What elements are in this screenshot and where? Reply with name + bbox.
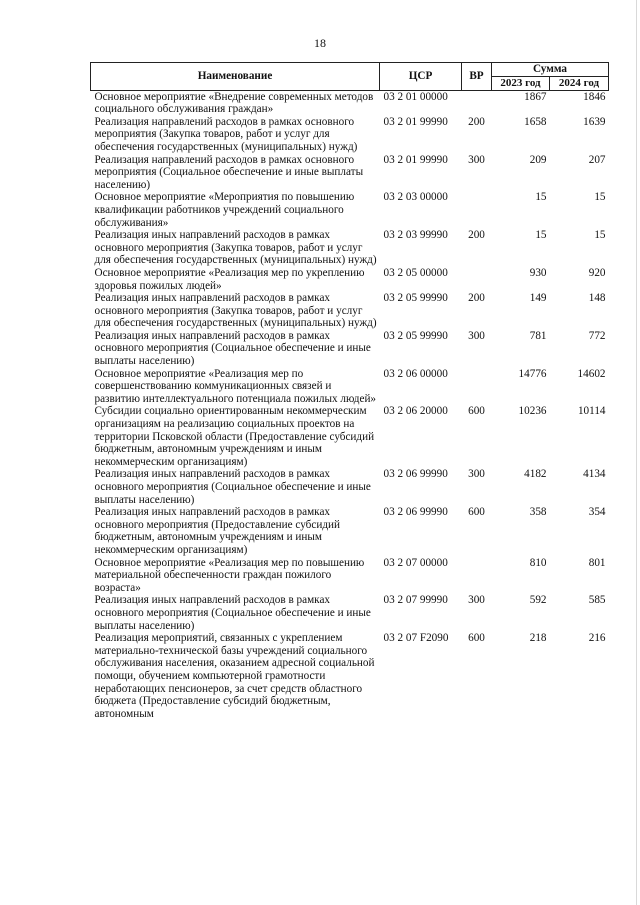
cell-sum-2023: 209	[529, 153, 547, 166]
cell-csr: 03 2 06 99990	[383, 506, 448, 519]
cell-name: Реализация иных направлений расходов в рамках основного мероприятия (Закупка товаров, работ и услуг для обеспечения государственных (муниципальных) нужд)	[94, 229, 377, 267]
cell-sum-2024: 207	[588, 153, 606, 166]
cell-vr	[462, 368, 492, 406]
cell-sum-2023: 15	[535, 191, 547, 204]
header-year-2023: 2023 год	[492, 77, 550, 91]
cell-vr: 300	[468, 329, 485, 342]
cell-sum-2024: 10114	[577, 405, 606, 418]
cell-sum-2024: 772	[588, 329, 606, 342]
table-row	[91, 191, 609, 229]
cell-sum-2023: 1658	[524, 115, 547, 128]
cell-sum-2024: 801	[588, 556, 606, 569]
cell-vr	[462, 267, 492, 292]
cell-sum-2023: 592	[529, 594, 547, 607]
cell-csr: 03 2 03 99990	[383, 229, 448, 242]
cell-sum-2023: 10236	[518, 405, 547, 418]
cell-vr: 200	[468, 115, 485, 128]
cell-name: Основное мероприятие «Внедрение современных методов социального обслуживания граждан»	[94, 90, 374, 116]
cell-sum-2024: 216	[588, 632, 606, 645]
cell-vr: 200	[468, 229, 485, 242]
cell-name: Основное мероприятие «Мероприятия по повышению квалификации работников учреждений социального обслуживания»	[94, 191, 355, 229]
table-row	[91, 116, 609, 154]
cell-sum-2023: 930	[529, 266, 547, 279]
header-csr: ЦСР	[380, 63, 462, 91]
page-number: 18	[314, 36, 326, 50]
table-row	[91, 267, 609, 292]
cell-name: Реализация иных направлений расходов в рамках основного мероприятия (Закупка товаров, работ и услуг для обеспечения государственных (муниципальных) нужд)	[94, 292, 377, 330]
table-row	[91, 594, 609, 632]
cell-sum-2023: 1867	[524, 90, 547, 103]
cell-vr: 300	[468, 468, 485, 481]
table-row	[91, 229, 609, 267]
table-row	[91, 468, 609, 506]
cell-name: Реализация направлений расходов в рамках основного мероприятия (Социальное обеспечение и иные выплаты населению)	[94, 153, 364, 191]
cell-sum-2023: 781	[529, 329, 547, 342]
cell-vr	[462, 90, 492, 116]
cell-name: Субсидии социально ориентированным некоммерческим организациям на реализацию социальных проектов на территории Псковской области (Предоставление субсидий бюджетным, автономным учреждениям и иным некоммерческим организациям)	[94, 405, 375, 468]
cell-vr	[462, 191, 492, 229]
cell-name: Реализация направлений расходов в рамках основного мероприятия (Закупка товаров, работ и услуг для обеспечения государственных (муниципальных) нужд)	[94, 115, 358, 153]
table-row	[91, 405, 609, 468]
table-body	[91, 90, 609, 720]
cell-csr: 03 2 06 99990	[383, 468, 448, 481]
cell-name: Основное мероприятие «Реализация мер по совершенствованию коммуникационных связей и развитию интеллектуального потенциала пожилых людей»	[94, 367, 377, 405]
cell-csr: 03 2 03 00000	[383, 191, 448, 204]
cell-vr: 200	[468, 292, 485, 305]
cell-sum-2024: 1846	[583, 90, 606, 103]
table-row	[91, 632, 609, 720]
cell-sum-2023: 14776	[518, 367, 547, 380]
cell-sum-2024: 585	[588, 594, 606, 607]
table-row	[91, 506, 609, 556]
cell-name: Основное мероприятие «Реализация мер по повышению материальной обеспеченности граждан пожилого возраста»	[94, 556, 365, 594]
cell-name: Реализация иных направлений расходов в рамках основного мероприятия (Социальное обеспечение и иные выплаты населению)	[94, 468, 371, 506]
cell-sum-2023: 4182	[524, 468, 547, 481]
cell-csr: 03 2 05 99990	[383, 292, 448, 305]
cell-sum-2023: 149	[529, 292, 547, 305]
cell-csr: 03 2 01 99990	[383, 115, 448, 128]
cell-name: Реализация иных направлений расходов в рамках основного мероприятия (Социальное обеспечение и иные выплаты населению)	[94, 594, 371, 632]
cell-sum-2024: 1639	[583, 115, 606, 128]
cell-csr: 03 2 01 99990	[383, 153, 448, 166]
table-row	[91, 557, 609, 595]
cell-sum-2023: 810	[529, 556, 547, 569]
cell-csr: 03 2 05 00000	[383, 266, 448, 279]
cell-vr: 600	[468, 506, 485, 519]
cell-sum-2024: 14602	[577, 367, 606, 380]
header-vr: ВР	[462, 63, 492, 91]
cell-sum-2024: 15	[594, 191, 606, 204]
cell-vr: 300	[468, 594, 485, 607]
cell-csr: 03 2 01 00000	[383, 90, 448, 103]
cell-name: Реализация иных направлений расходов в рамках основного мероприятия (Предоставление субсидий бюджетным, автономным учреждениям и иным некоммерческим организациям)	[94, 506, 340, 556]
cell-sum-2024: 148	[588, 292, 606, 305]
cell-name: Реализация мероприятий, связанных с укреплением материально-технической базы учреждений социального обслуживания населения, оказанием адресной социальной помощи, обучением компьютерной грамотности неработающих пенсионеров, за счет средств областного бюджета (Предоставление субсидий бюджетным, автономным	[94, 632, 375, 720]
cell-sum-2024: 920	[588, 266, 606, 279]
cell-sum-2023: 15	[535, 229, 547, 242]
page-edge	[636, 0, 637, 905]
cell-vr	[462, 557, 492, 595]
header-name: Наименование	[91, 63, 380, 91]
budget-table	[90, 62, 609, 720]
cell-sum-2024: 4134	[583, 468, 606, 481]
header-year-2024: 2024 год	[550, 77, 609, 91]
cell-csr: 03 2 05 99990	[383, 329, 448, 342]
cell-vr: 600	[468, 632, 485, 645]
table-row	[91, 368, 609, 406]
cell-sum-2023: 218	[529, 632, 547, 645]
cell-vr: 300	[468, 153, 485, 166]
cell-csr: 03 2 07 F2090	[383, 632, 449, 645]
table-row	[91, 330, 609, 368]
cell-csr: 03 2 06 20000	[383, 405, 448, 418]
cell-vr: 600	[468, 405, 485, 418]
cell-sum-2024: 354	[588, 506, 606, 519]
cell-name: Основное мероприятие «Реализация мер по укреплению здоровья пожилых людей»	[94, 266, 365, 292]
cell-sum-2024: 15	[594, 229, 606, 242]
table-row	[91, 292, 609, 330]
cell-csr: 03 2 06 00000	[383, 367, 448, 380]
cell-name: Реализация иных направлений расходов в рамках основного мероприятия (Социальное обеспечение и иные выплаты населению)	[94, 329, 371, 368]
table-row	[91, 154, 609, 192]
cell-csr: 03 2 07 99990	[383, 594, 448, 607]
cell-csr: 03 2 07 00000	[383, 556, 448, 569]
header-sum: Сумма	[492, 63, 609, 77]
table-row	[91, 90, 609, 116]
cell-sum-2023: 358	[529, 506, 547, 519]
